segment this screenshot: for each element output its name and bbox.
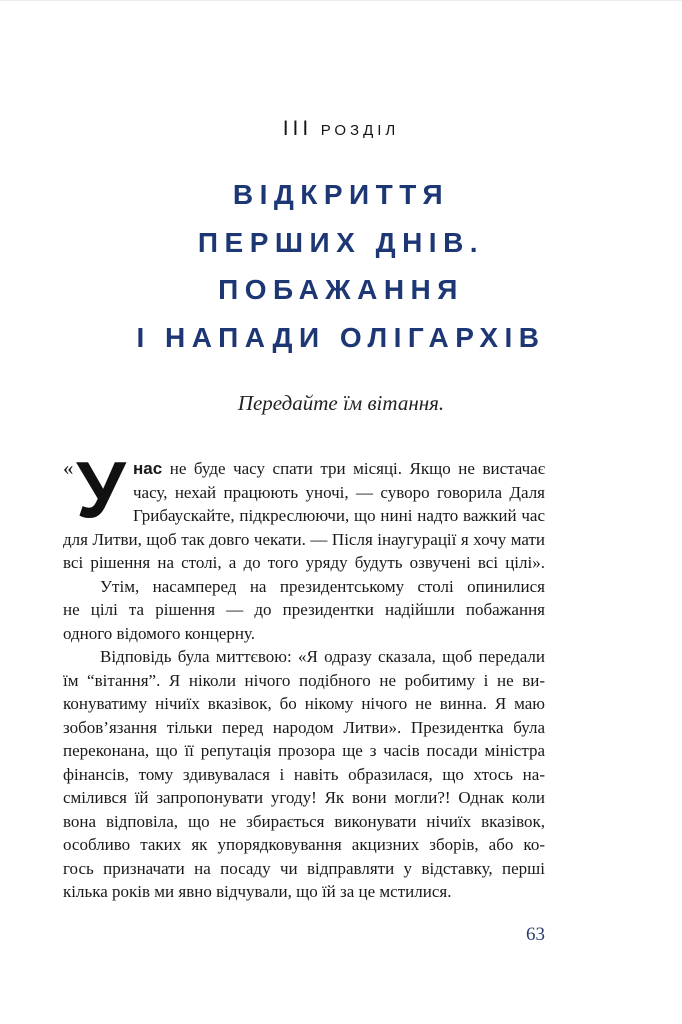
- dropcap: [63, 445, 133, 534]
- text-line: [63, 457, 545, 481]
- page-number: 63: [526, 923, 545, 945]
- chapter-word: РОЗДІЛ: [320, 122, 400, 139]
- epigraph: Передайте їм вітання.: [237, 391, 445, 415]
- lead-word: нас: [133, 459, 163, 478]
- title-line: ВІДКРИТТЯ: [232, 179, 450, 210]
- text-line: часу, нехай працюють уночі, — суворо говорила Даля: [133, 482, 545, 502]
- paragraph: [63, 575, 545, 646]
- chapter-label: [0, 117, 682, 141]
- text-line: смілився їй запропонувати угоду! Як вони могли?! Однак коли: [63, 788, 545, 807]
- text-line: зобов’язання тільки перед народом Литви». Президентка була: [63, 717, 545, 737]
- body-text: [63, 445, 546, 904]
- text-line-rest: не буде часу спати три місяці. Якщо не вистачає: [169, 459, 546, 478]
- text-line: їм “вітання”. Я ніколи нічого подібного не робитиму і не ви-: [63, 670, 545, 690]
- dropcap-letter: У: [76, 445, 124, 534]
- text-line: одного відомого концерну.: [63, 623, 255, 643]
- text-line: для Литви, щоб так довго чекати. — Після інаугурації я хочу мати: [63, 529, 545, 549]
- chapter-numeral: ІІІ: [282, 117, 313, 140]
- chapter-title: [20, 171, 662, 361]
- text-line: переконана, що її репутація прозора ще з часів посади міністра: [63, 741, 545, 760]
- text-line: Утім, насамперед на президентському столі опинилися: [100, 576, 545, 596]
- text-line: гось призначати на посаду чи відправляти у відставку, перші: [63, 858, 545, 878]
- text-line: кілька років ми явно відчували, що їй за це мстилися.: [63, 882, 452, 901]
- paragraph: [63, 445, 546, 575]
- text-line: всі рішення на столі, а до того уряду будуть озвучені всі цілі».: [63, 553, 545, 572]
- text-line: особливо таких як упорядковування акцизних зборів, або ко-: [63, 835, 545, 854]
- title-line: ПЕРШИХ ДНІВ.: [197, 226, 485, 258]
- paragraph: [63, 645, 545, 904]
- title-line: І НАПАДИ ОЛІГАРХІВ: [136, 321, 546, 353]
- text-line: конуватиму нічиїх вказівок, бо нікому нічого не винна. Я маю: [63, 694, 545, 713]
- text-line: фінансів, тому здивувалася і навіть образилася, що хтось на-: [63, 764, 545, 784]
- text-line: не цілі та рішення — до президентки надійшли побажання: [63, 600, 545, 619]
- text-line: Відповідь була миттєвою: «Я одразу сказала, щоб передали: [100, 647, 545, 666]
- text-line: вона відповіла, що не збирається виконувати нічиїх вказівок,: [63, 811, 545, 831]
- text-line: Грибаускайте, підкреслюючи, що нині надто важкий час: [133, 506, 545, 525]
- open-quote-mark: «: [63, 456, 74, 480]
- title-line: ПОБАЖАННЯ: [218, 274, 464, 305]
